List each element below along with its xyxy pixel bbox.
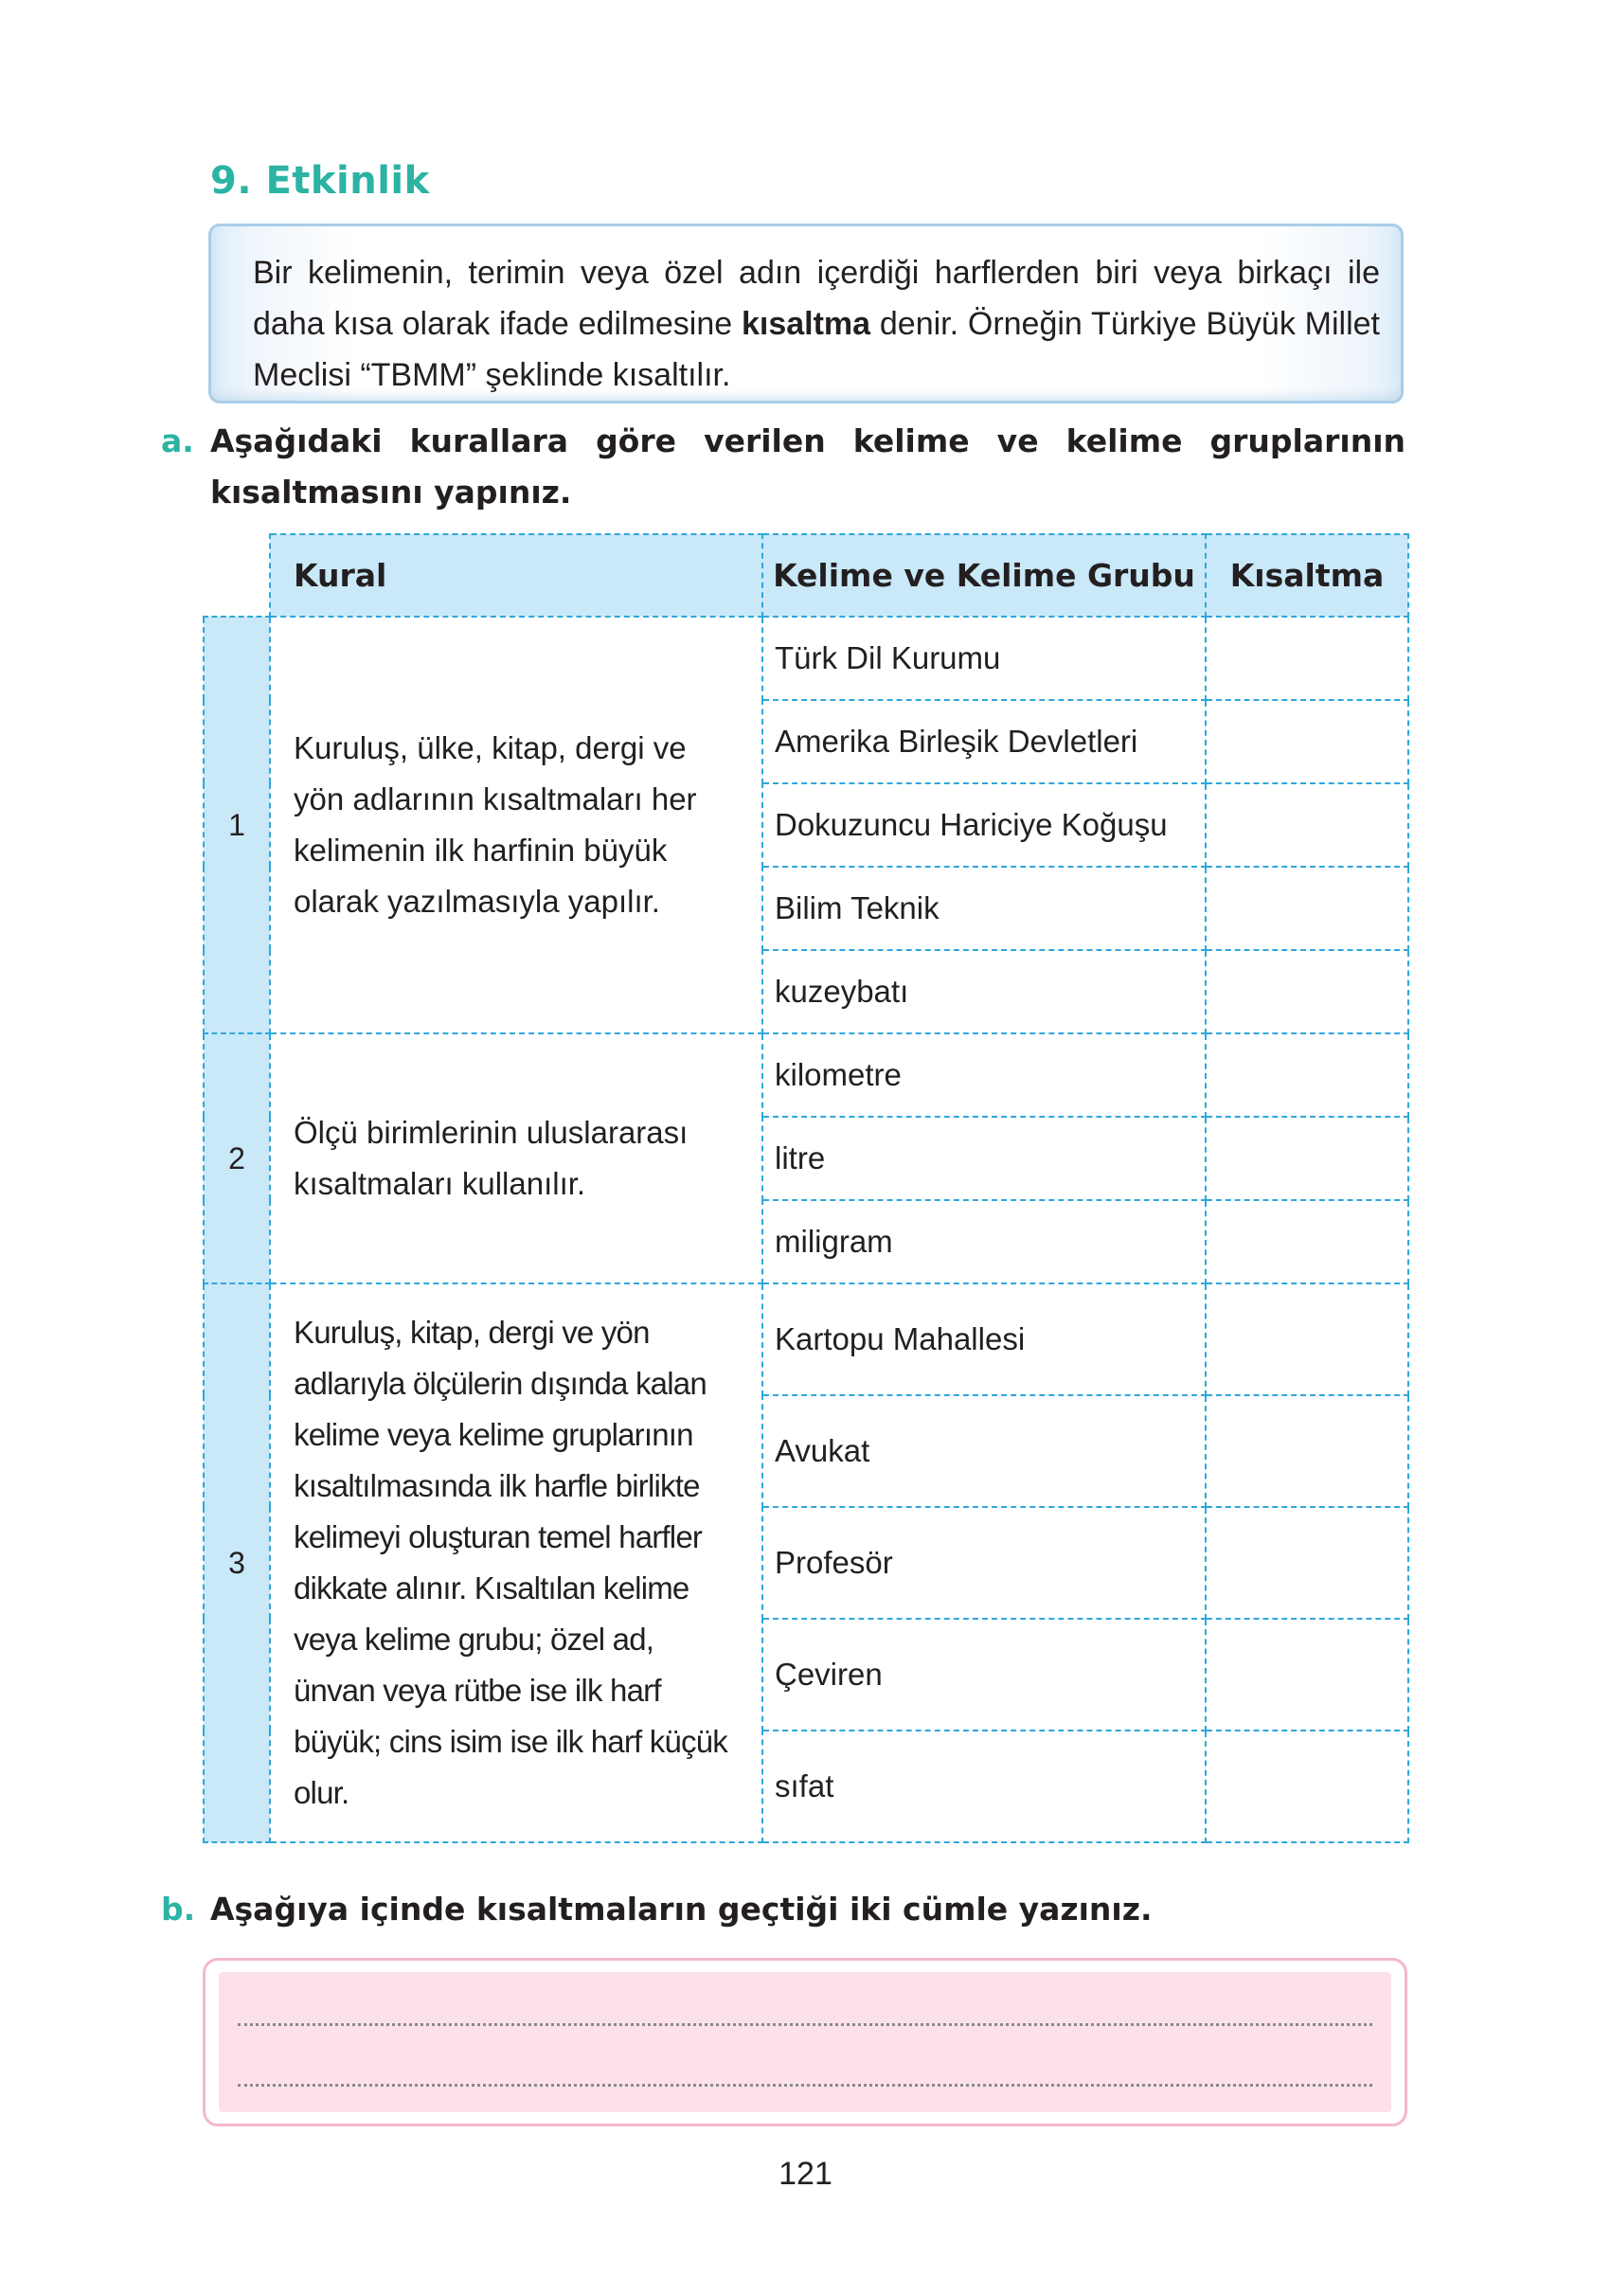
word-cell: litre <box>762 1117 1206 1200</box>
abbreviation-answer-cell[interactable] <box>1206 1507 1408 1619</box>
word-cell: Türk Dil Kurumu <box>762 617 1206 700</box>
word-cell: sıfat <box>762 1731 1206 1842</box>
activity-title: 9. Etkinlik <box>210 159 430 203</box>
question-a-letter: a. <box>161 422 194 459</box>
word-cell: Avukat <box>762 1395 1206 1507</box>
group-number: 3 <box>204 1283 270 1842</box>
table-corner <box>204 534 270 617</box>
abbreviation-answer-cell[interactable] <box>1206 1033 1408 1117</box>
word-cell: Dokuzuncu Hariciye Koğuşu <box>762 783 1206 867</box>
word-cell: Çeviren <box>762 1619 1206 1731</box>
word-cell: Profesör <box>762 1507 1206 1619</box>
rules-table <box>203 533 1409 1843</box>
group-number: 2 <box>204 1033 270 1283</box>
rule-text: Kuruluş, ülke, kitap, dergi ve yön adlarının kısaltmaları her kelimenin ilk harfinin büyük olarak yazılmasıyla yapılır. <box>270 617 762 1033</box>
abbreviation-answer-cell[interactable] <box>1206 867 1408 950</box>
rule-text: Ölçü birimlerinin uluslararası kısaltmaları kullanılır. <box>270 1033 762 1283</box>
abbreviation-answer-cell[interactable] <box>1206 1283 1408 1395</box>
table-row <box>204 1033 1408 1117</box>
abbreviation-answer-cell[interactable] <box>1206 950 1408 1033</box>
header-abbreviation: Kısaltma <box>1206 534 1408 617</box>
definition-text-end: denir. Örneğin Türkiye Büyük Millet Meclisi “TBMM” şeklinde kısaltılır. <box>253 306 1380 393</box>
word-cell: Kartopu Mahallesi <box>762 1283 1206 1395</box>
abbreviation-answer-cell[interactable] <box>1206 1619 1408 1731</box>
table-row <box>204 1283 1408 1395</box>
abbreviation-answer-cell[interactable] <box>1206 1731 1408 1842</box>
word-cell: miligram <box>762 1200 1206 1283</box>
question-b-letter: b. <box>161 1891 196 1928</box>
abbreviation-answer-cell[interactable] <box>1206 617 1408 700</box>
definition-term: kısaltma <box>741 306 871 342</box>
abbreviation-answer-cell[interactable] <box>1206 1200 1408 1283</box>
answer-line-1[interactable] <box>238 2023 1372 2026</box>
header-rule: Kural <box>270 534 762 617</box>
abbreviation-answer-cell[interactable] <box>1206 1395 1408 1507</box>
abbreviation-answer-cell[interactable] <box>1206 700 1408 783</box>
abbreviation-answer-cell[interactable] <box>1206 783 1408 867</box>
word-cell: Amerika Birleşik Devletleri <box>762 700 1206 783</box>
question-b-text: Aşağıya içinde kısaltmaların geçtiği iki cümle yazınız. <box>210 1891 1153 1928</box>
definition-text: Bir kelimenin, terimin veya özel adın içerdiği harflerden biri veya birkaçı ile daha kısa olarak ifade edilmesine <box>253 255 1380 342</box>
group-number: 1 <box>204 617 270 1033</box>
question-a-text: Aşağıdaki kurallara göre verilen kelime ve kelime gruplarının kısaltmasını yapınız. <box>210 422 1405 511</box>
abbreviation-answer-cell[interactable] <box>1206 1117 1408 1200</box>
word-cell: kilometre <box>762 1033 1206 1117</box>
word-cell: Bilim Teknik <box>762 867 1206 950</box>
table-row <box>204 617 1408 700</box>
answer-writing-box <box>203 1958 1407 2126</box>
header-word-group: Kelime ve Kelime Grubu <box>762 534 1206 617</box>
word-cell: kuzeybatı <box>762 950 1206 1033</box>
page-number: 121 <box>779 2156 832 2192</box>
answer-line-2[interactable] <box>238 2084 1372 2087</box>
definition-box <box>208 224 1404 404</box>
answer-area <box>219 1972 1391 2112</box>
rule-text: Kuruluş, kitap, dergi ve yön adlarıyla ölçülerin dışında kalan kelime veya kelime gruplarının kısaltılmasında ilk harfle birlikte kelimeyi oluşturan temel harfler dikkate alınır. Kısaltılan kelime veya kelime grubu; özel ad, ünvan veya rütbe ise ilk harf büyük; cins isim ise ilk harf küçük olur. <box>270 1283 762 1842</box>
